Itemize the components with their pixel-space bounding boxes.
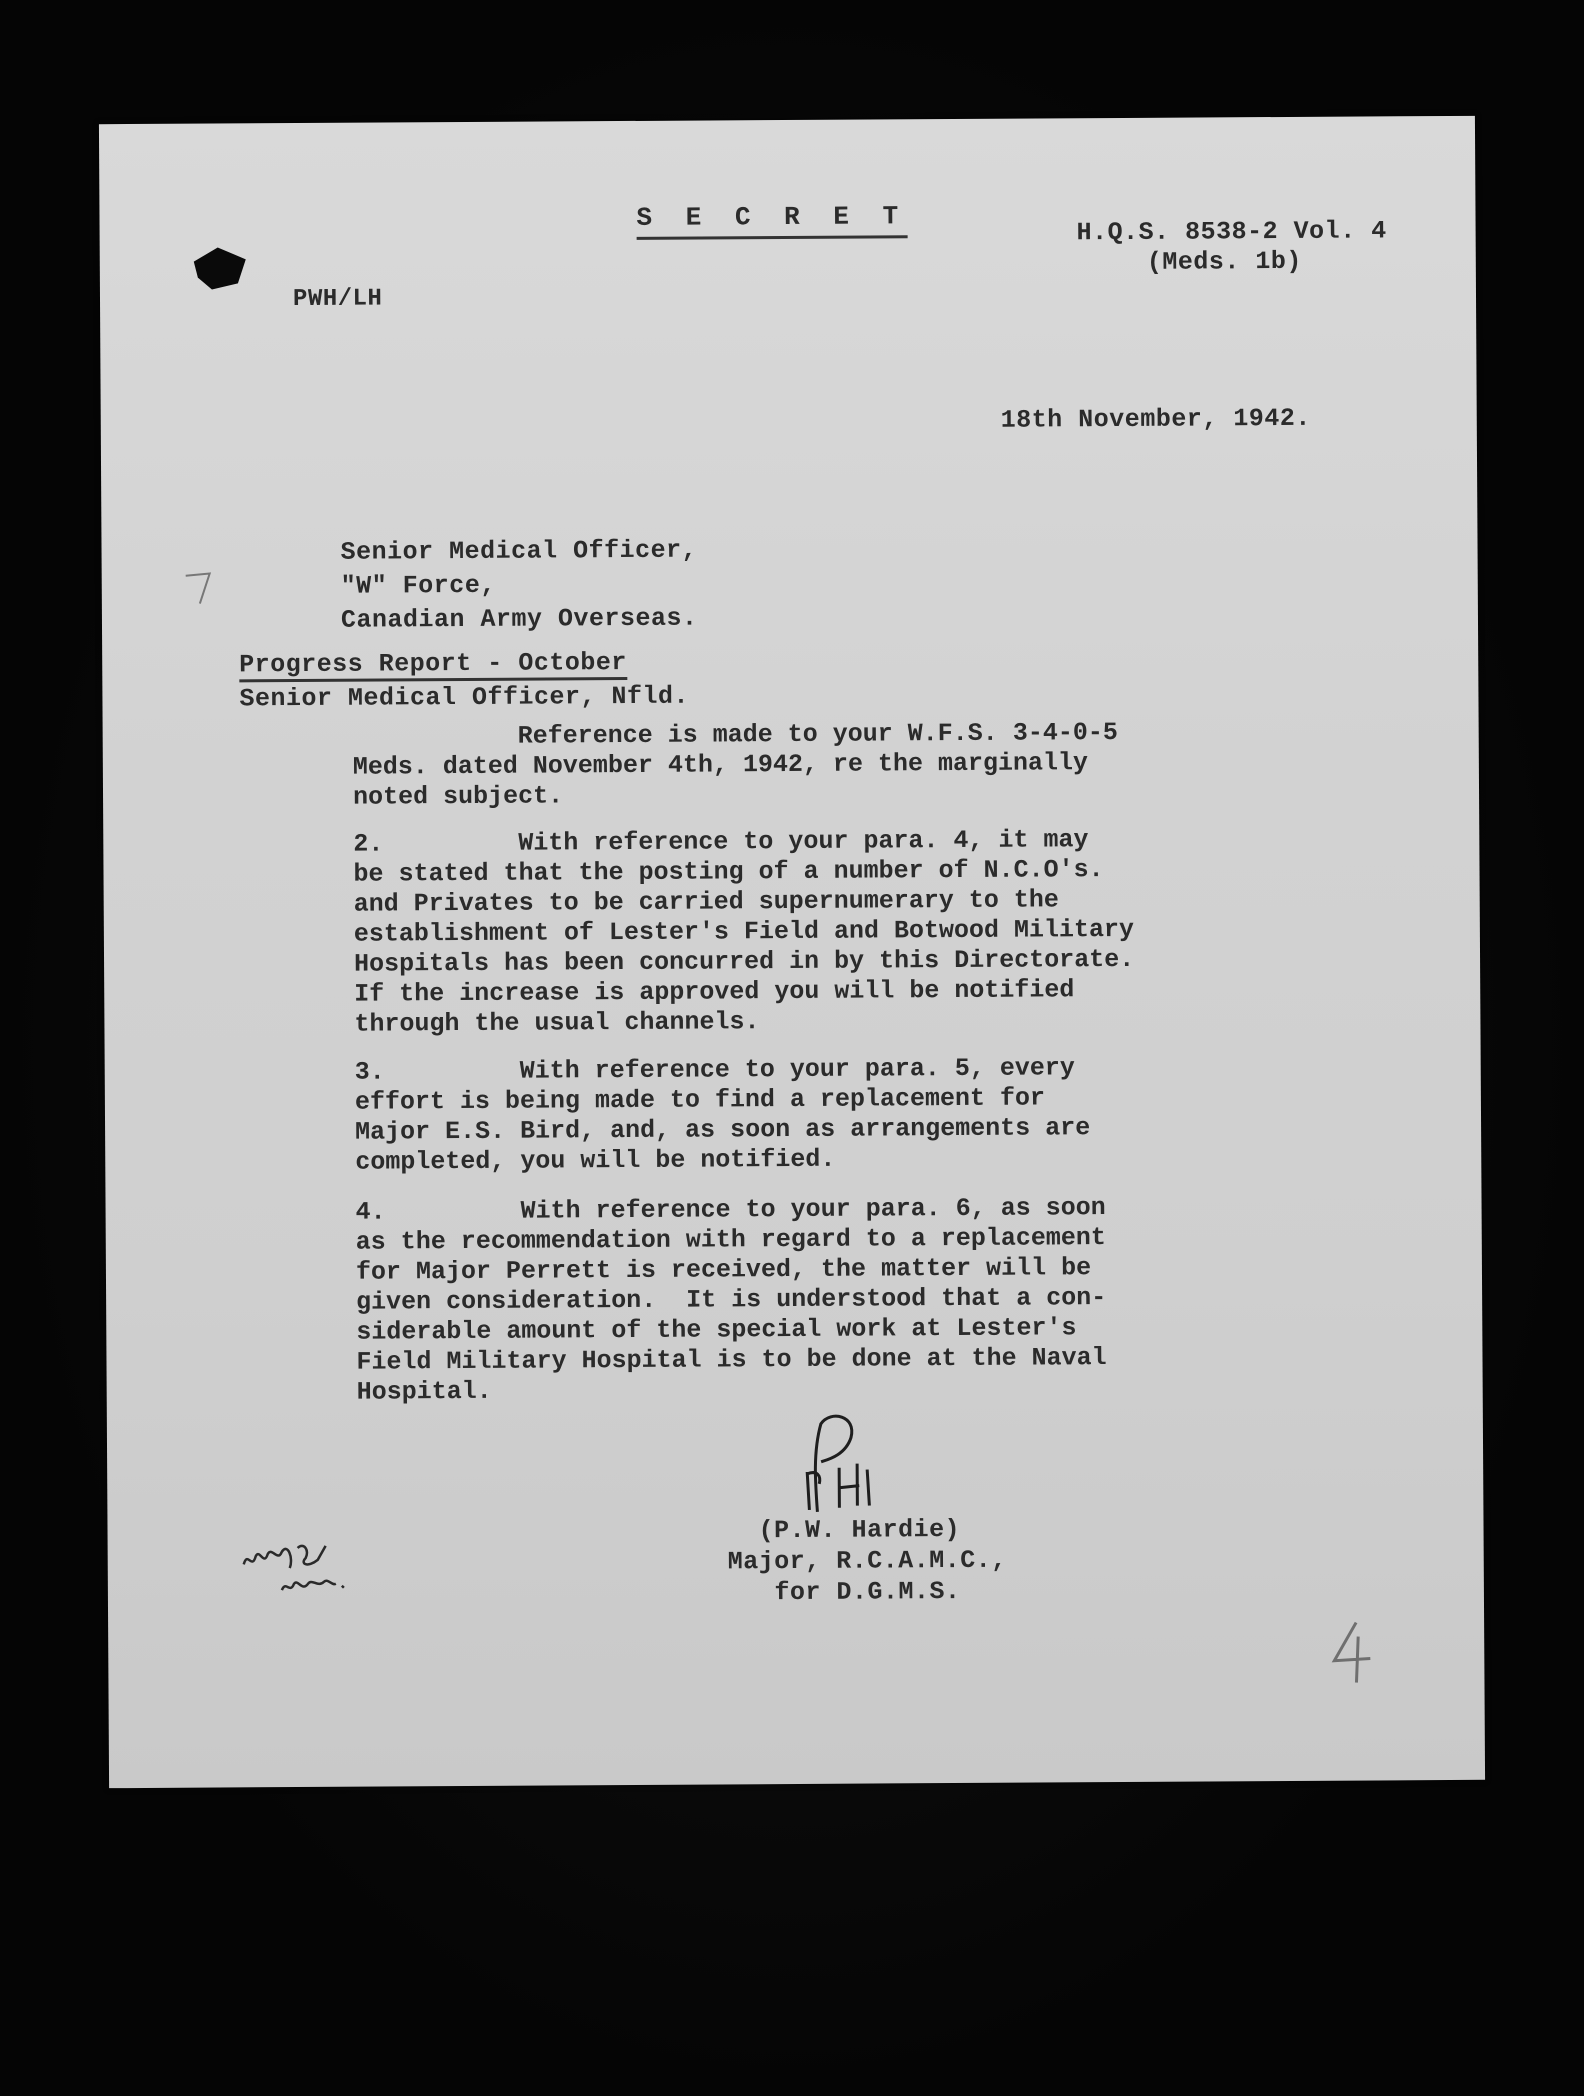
signature-block [727,1514,1007,1609]
classification-heading: S E C R E T [636,199,907,240]
paragraph-3: 3. With reference to your para. 5, every effort is being made to find a replacement for Major E.S. Bird, and, as soon as arrangements are completed, you will be notified. [354,1053,1091,1177]
recipient-line-3: Canadian Army Overseas. [340,603,698,635]
signatory-for: for D.G.M.S. [727,1576,961,1608]
subject-line-1: Progress Report - October [239,649,627,682]
paragraph-4: 4. With reference to your para. 6, as soon as the recommendation with regard to a replacement for Major Perrett is received, the matter will be given consideration. It is understood that a con- siderable amount of the special work at Lester's Field Military Hospital is to be done at the Naval Hospital. [355,1193,1107,1407]
letter-page [99,116,1485,1788]
paragraph-1: Reference is made to your W.F.S. 3-4-0-5 Meds. dated November 4th, 1942, re the marginally noted subject. [352,718,1118,812]
signatory-rank: Major, R.C.A.M.C., [727,1545,1007,1577]
typist-initials: PWH/LH [292,285,383,314]
letter-date: 18th November, 1942. [1000,403,1311,435]
recipient-line-2: "W" Force, [340,570,496,601]
recipient-line-1: Senior Medical Officer, [340,535,698,567]
file-reference-sub: (Meds. 1b) [1146,246,1302,277]
file-reference: H.Q.S. 8538-2 Vol. 4 [1076,216,1387,248]
handwritten-page-number [1326,1616,1376,1686]
subject-line [239,646,689,717]
subject-line-2: Senior Medical Officer, Nfld. [239,681,690,714]
paragraph-2: 2. With reference to your para. 4, it may be stated that the posting of a number of N.C.O's. and Privates to be carried supernumerary to the establishment of Lester's Field and Botwood Military Hospitals has been concurred in by this Directorate. If the increase is approved you will be notified through the usual channels. [353,825,1135,1039]
margin-tick-mark [182,569,222,609]
handwritten-marginal-note [238,1528,368,1609]
handwritten-signature [787,1411,938,1522]
signatory-name: (P.W. Hardie) [727,1514,961,1546]
black-tab-mark [190,243,250,293]
recipient-address [340,534,697,638]
